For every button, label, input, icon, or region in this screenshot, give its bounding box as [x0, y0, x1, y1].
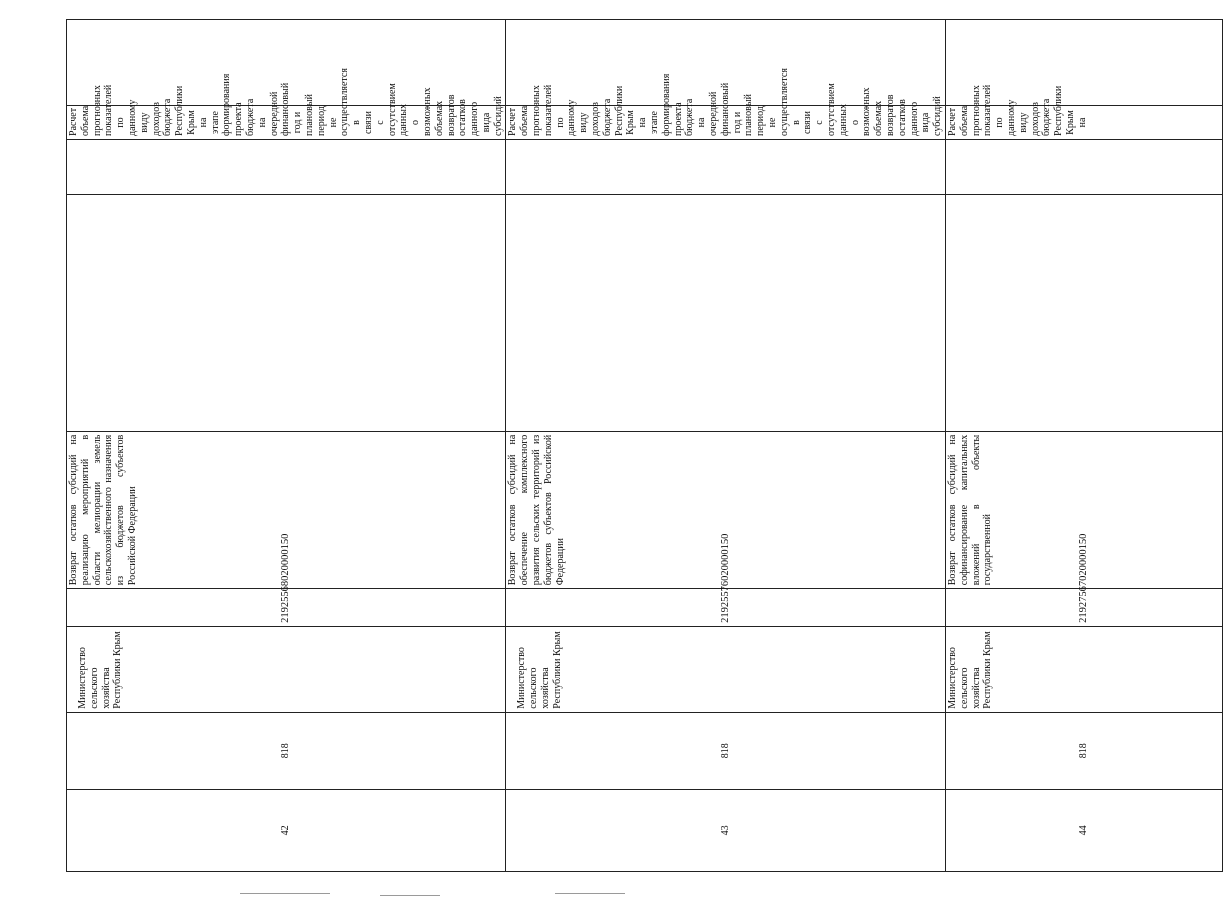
admin-code: 818 — [506, 712, 945, 789]
empty-cell — [945, 195, 1222, 431]
budget-class-code: 21927567020000150 — [945, 589, 1222, 627]
admin-code: 818 — [945, 712, 1222, 789]
row-number: 44 — [945, 789, 1222, 871]
table-row — [506, 20, 945, 872]
revenue-table — [66, 19, 1223, 872]
ministry-name: Министерство сельского хозяйства Республики Крым — [945, 626, 1222, 712]
empty-cell — [506, 139, 945, 194]
admin-code: 818 — [67, 712, 506, 789]
calculation-method: Расчет объема прогнозных показателей по данному виду доходов бюджета Республики Крым на этапе формирования проекта бюджета на очередной финансовый год и плановый период не осуществляется в связи с отсутствием данных о возможных объемах возвратов остатков данного вида субсидий — [67, 105, 506, 139]
calculation-method: Расчет объема прогнозных показателей по данному виду доходов бюджета Республики Крым на этапе формирования проекта бюджета на очередной финансовый год и плановый период не осуществляется в связи с отсутствием данных о возможных объемах возвратов остатков данного вида субсидий — [506, 105, 945, 139]
ministry-name: Министерство сельского хозяйства Республики Крым — [67, 626, 506, 712]
scan-artifact-line — [555, 893, 625, 894]
table-row — [945, 20, 1222, 872]
empty-cell — [945, 139, 1222, 194]
scan-artifact-line — [240, 893, 330, 894]
ministry-name: Министерство сельского хозяйства Республики Крым — [506, 626, 945, 712]
calculation-method: Расчет объема прогнозных показателей по данному виду доходов бюджета Республики Крым на — [945, 105, 1222, 139]
table-row — [67, 20, 506, 872]
scan-artifact-line — [380, 895, 440, 896]
empty-cell — [506, 195, 945, 431]
revenue-description: Возврат остатков субсидий на реализацию мероприятий в области мелиорации земель сельскохозяйственного назначения из бюджетов субъектов Российской Федерации — [67, 431, 506, 589]
row-number: 43 — [506, 789, 945, 871]
revenue-description: Возврат остатков субсидий на обеспечение комплексного развития сельских территорий из бюджетов субъектов Российской Федерации — [506, 431, 945, 589]
revenue-description: Возврат остатков субсидий на софинансирование капитальных вложений в объекты государственной — [945, 431, 1222, 589]
budget-class-code: 21925568020000150 — [67, 589, 506, 627]
empty-cell — [67, 195, 506, 431]
budget-class-code: 21925576020000150 — [506, 589, 945, 627]
empty-cell — [67, 139, 506, 194]
rotated-table-wrapper — [66, 19, 1090, 872]
row-number: 42 — [67, 789, 506, 871]
